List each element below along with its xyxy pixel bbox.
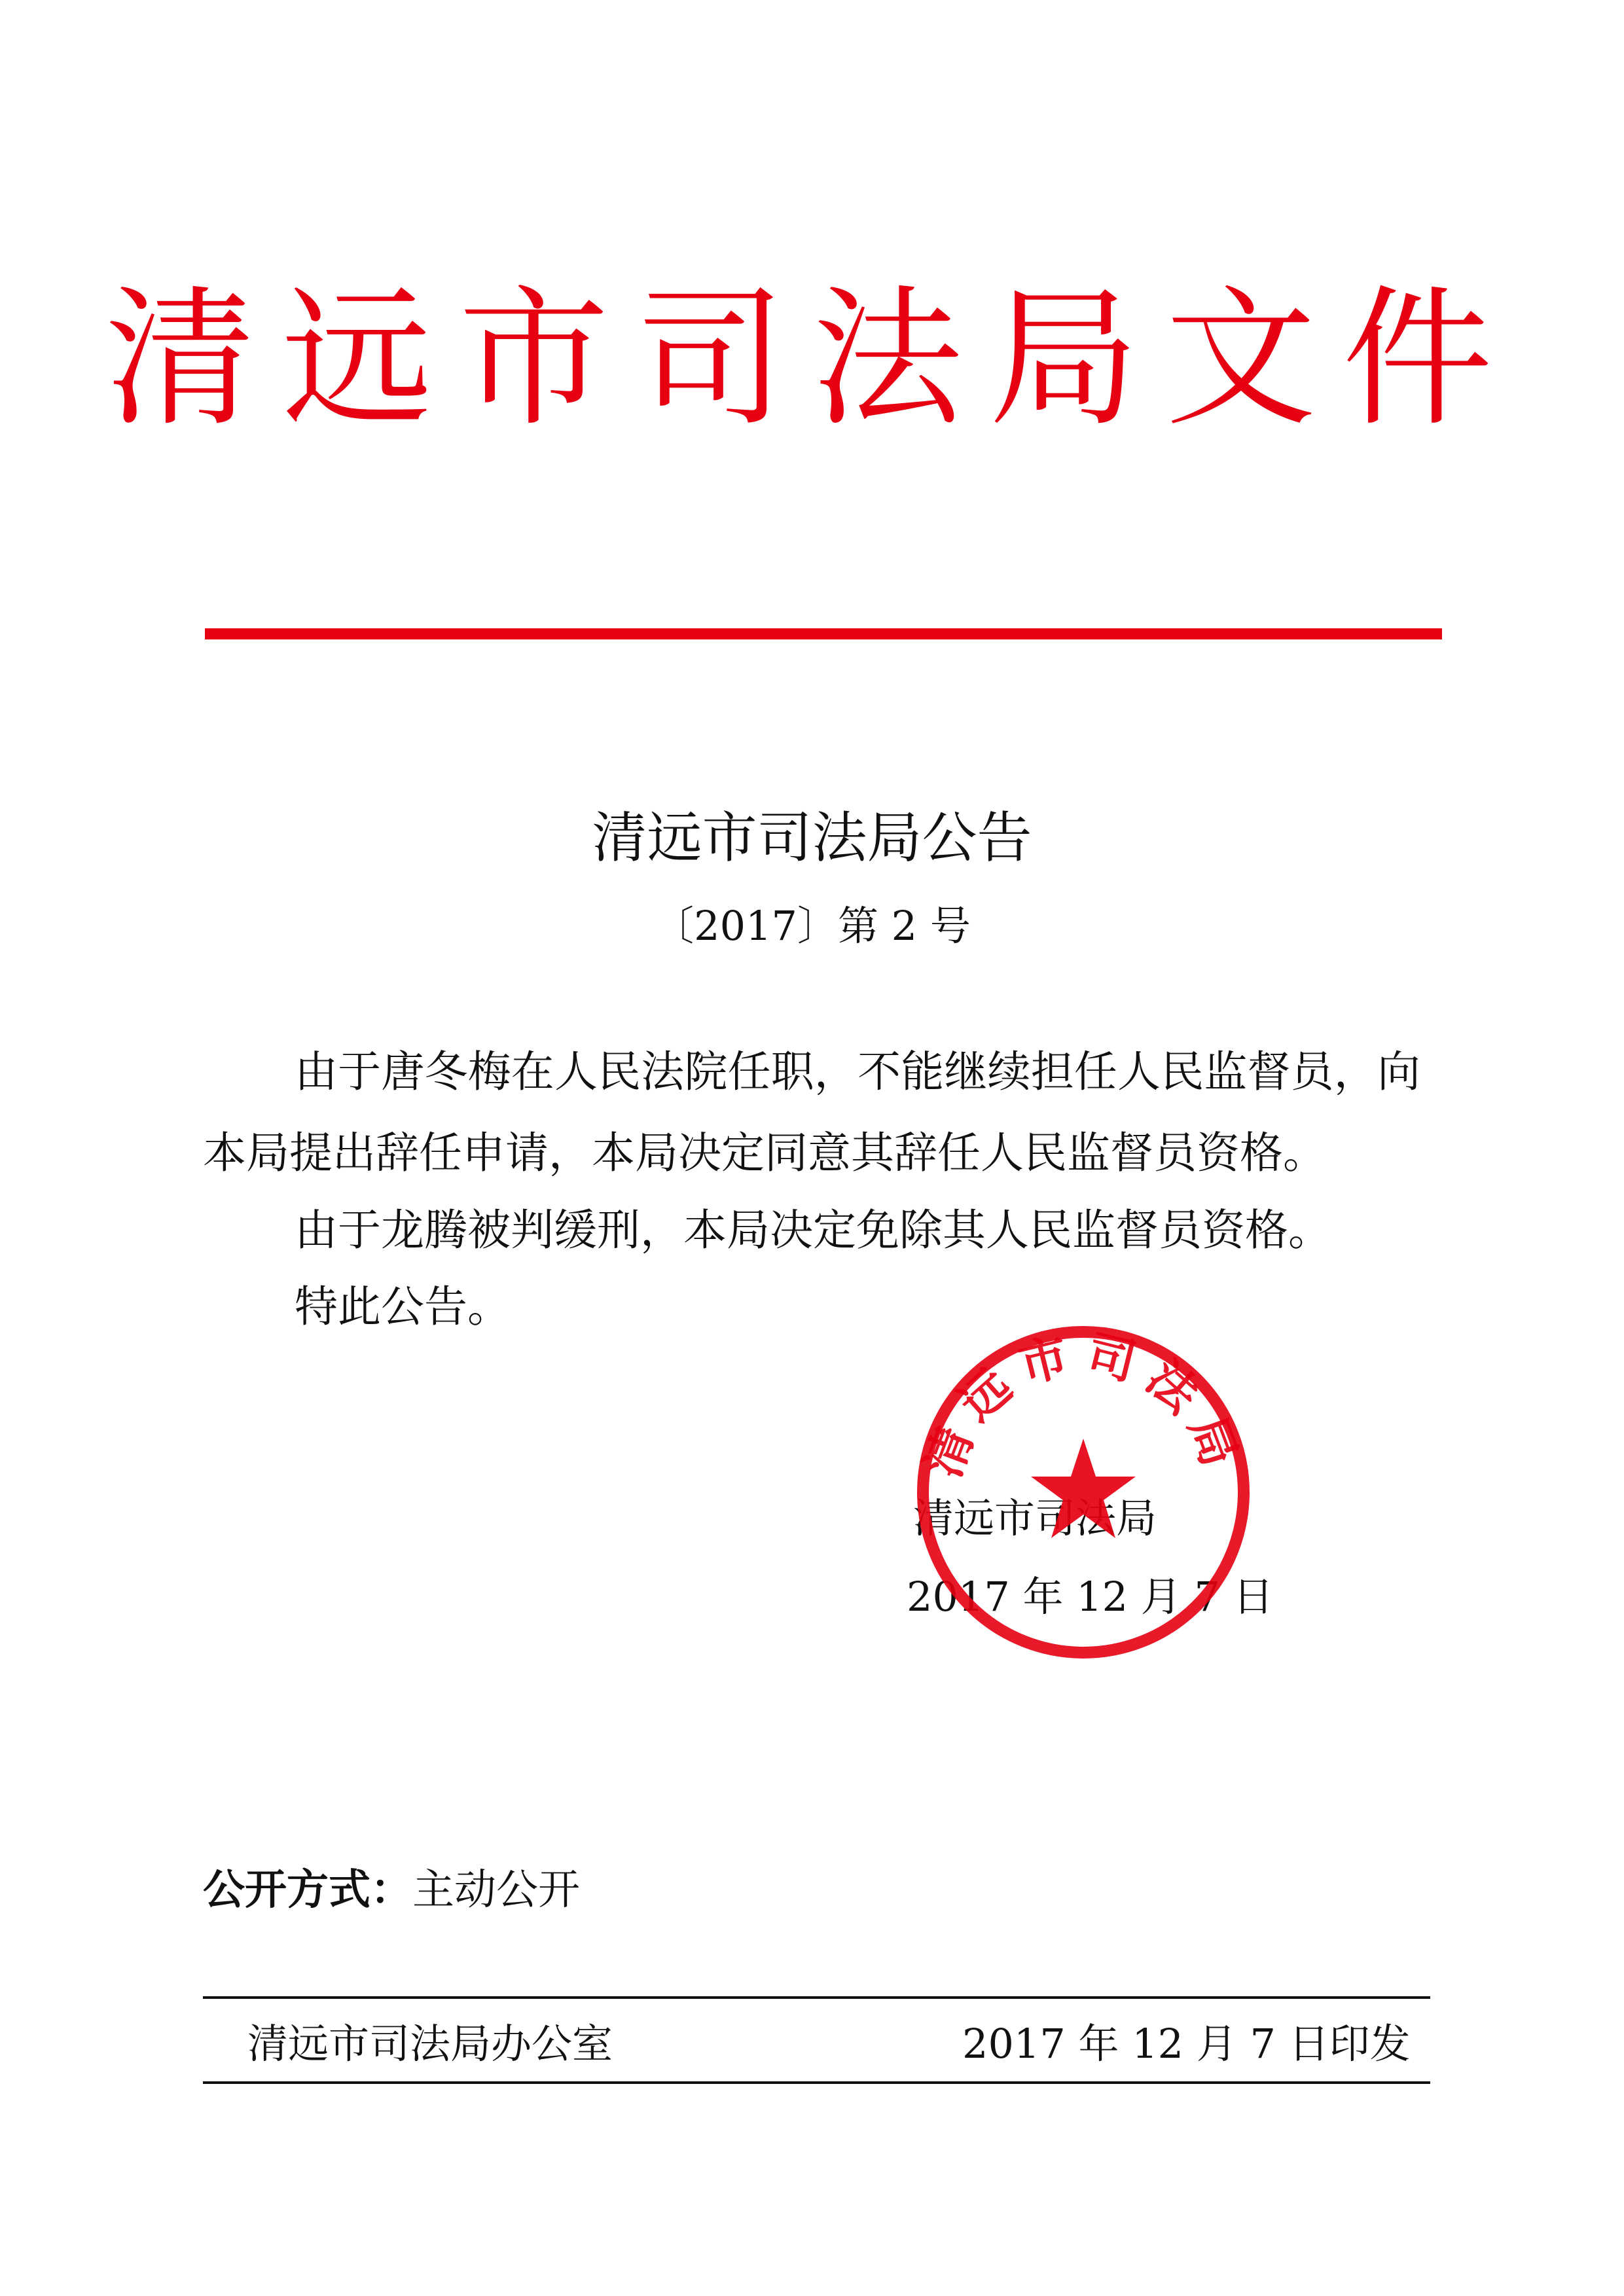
body-paragraph-1-line-1: 由于唐冬梅在人民法院任职，不能继续担任人民监督员，向 [295, 1047, 1420, 1097]
footer-bottom-rule [203, 2081, 1430, 2084]
disclosure-value: 主动公开 [412, 1866, 580, 1914]
signature-organization: 清远市司法局 [913, 1494, 1157, 1542]
seal-text: 清远市司法局 [914, 1325, 1252, 1485]
masthead-red-rule [205, 628, 1442, 639]
body-paragraph-3: 特此公告。 [295, 1282, 511, 1332]
body-paragraph-1-line-2: 本局提出辞任申请，本局决定同意其辞任人民监督员资格。 [203, 1128, 1326, 1178]
footer-top-rule [203, 1996, 1430, 1999]
disclosure-label: 公开方式： [203, 1866, 412, 1914]
disclosure-method [203, 1864, 580, 1916]
body-paragraph-2: 由于龙腾被判缓刑，本局决定免除其人民监督员资格。 [295, 1205, 1331, 1255]
signature-date: 2017 年 12 月 7 日 [907, 1573, 1274, 1621]
footer-print-date: 2017 年 12 月 7 日印发 [962, 2020, 1411, 2068]
seal-star-icon [1031, 1439, 1136, 1538]
document-number: 〔2017〕第 2 号 [653, 902, 971, 950]
notice-title: 清远市司法局公告 [592, 806, 1032, 870]
official-seal-stamp [913, 1322, 1254, 1662]
document-masthead: 清远市司法局文件 [105, 272, 1519, 447]
footer-issuing-office: 清远市司法局办公室 [247, 2020, 613, 2068]
